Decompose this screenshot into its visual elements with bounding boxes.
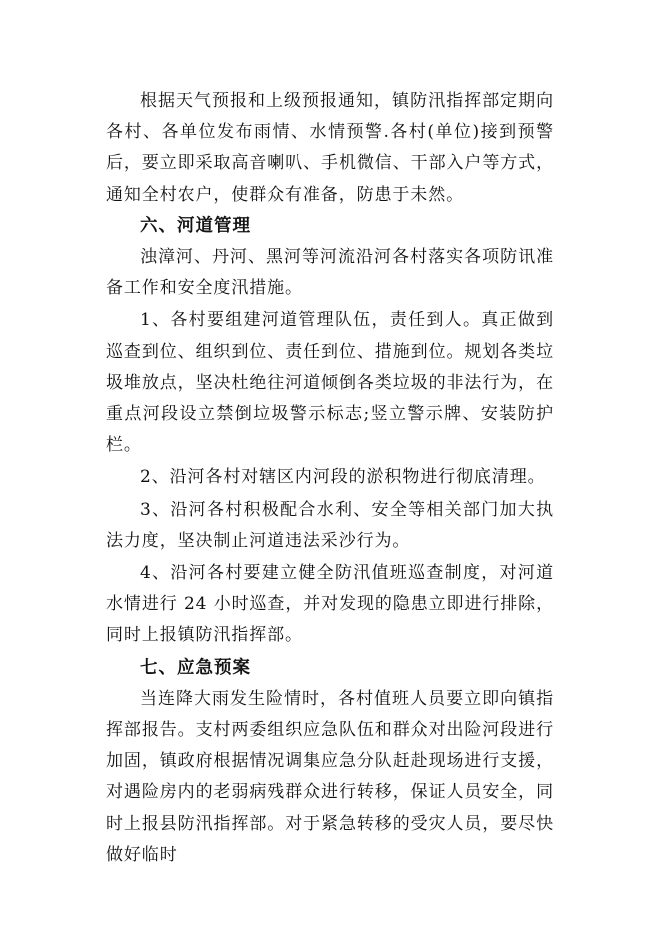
paragraph-item-4: 4、沿河各村要建立健全防汛值班巡查制度，对河道水情进行 24 小时巡查，并对发现的隐患立即进行排除，同时上报镇防汛指挥部。 (106, 563, 554, 646)
paragraph-item-2: 2、沿河各村对辖区内河段的淤积物进行彻底清理。 (140, 467, 546, 488)
section-heading-emergency-plan: 七、应急预案 (140, 657, 251, 678)
paragraph-item-3: 3、沿河各村积极配合水利、安全等相关部门加大执法力度，坚决制止河道违法采沙行为。 (106, 499, 554, 551)
paragraph-warning-notice: 根据天气预报和上级预报通知，镇防汛指挥部定期向各村、各单位发布雨情、水情预警.各村(单位)接到预警后，要立即采取高音喇叭、手机微信、干部入户等方式， 通知全村农户，使群众有准备，防患于未然。 (106, 91, 554, 205)
paragraph-river-intro: 浊漳河、丹河、黑河等河流沿河各村落实各项防讯准备工作和安全度汛措施。 (106, 247, 554, 299)
paragraph-item-1: 1、各村要组建河道管理队伍，责任到人。真正做到巡查到位、组织到位、责任到位、措施到位。规划各类垃圾堆放点，坚决杜绝往河道倾倒各类垃圾的非法行为，在重点河段设立禁倒垃圾警示标志;竖立警示牌、安装防护栏。 (106, 310, 554, 456)
section-heading-river-management: 六、河道管理 (140, 215, 251, 236)
paragraph-emergency-plan: 当连降大雨发生险情时，各村值班人员要立即向镇指挥部报告。支村两委组织应急队伍和群众对出险河段进行加固，镇政府根据情况调集应急分队赶赴现场进行支援，对遇险房内的老弱病残群众进行转移，保证人员安全，同时上报县防汛指挥部。对于紧急转移的受灾人员，要尽快做好临时 (106, 688, 554, 865)
